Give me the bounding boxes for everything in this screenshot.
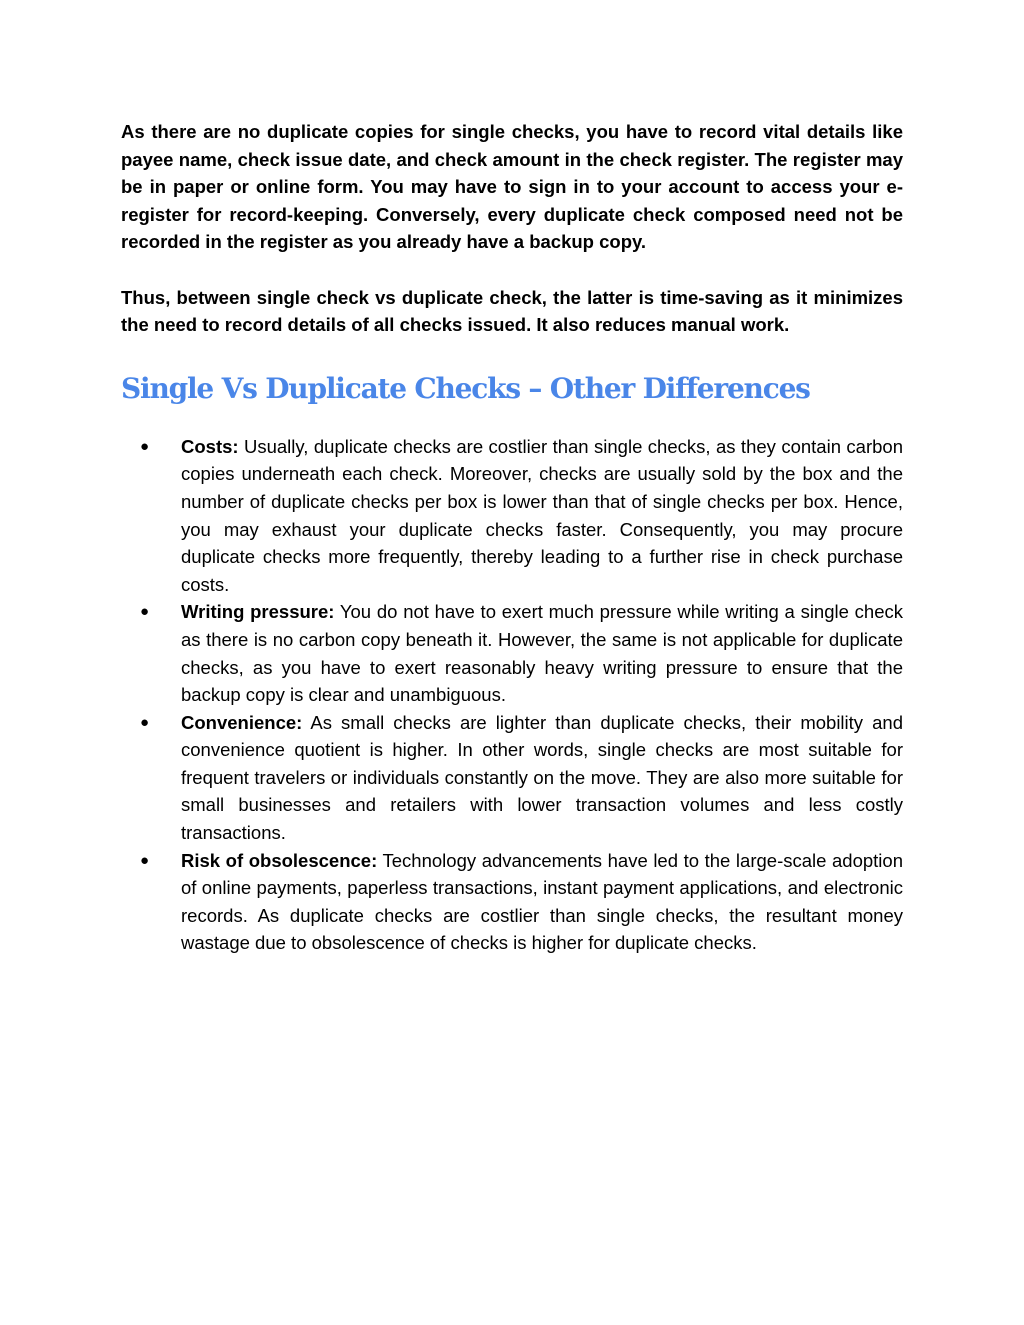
bullet-icon: ● [140, 851, 150, 869]
list-item-writing-pressure [121, 598, 903, 708]
section-heading: Single Vs Duplicate Checks – Other Differences [121, 371, 810, 405]
bullet-text: Usually, duplicate checks are costlier than single checks, as they contain carbon copies underneath each check. Moreover, checks are usually sold by the box and the number of duplicate checks per box is lower than that of single checks per box. Hence, you may exhaust your duplicate checks faster. Consequently, you may procure duplicate checks more frequently, thereby leading to a further rise in check purchase costs. [181, 435, 903, 595]
document-page [121, 118, 903, 957]
bullet-icon: ● [140, 603, 150, 621]
list-item-convenience [121, 709, 903, 847]
differences-list [121, 433, 903, 957]
bullet-term: Risk of obsolescence: [181, 849, 378, 871]
bullet-icon: ● [140, 437, 150, 455]
bullet-term: Writing pressure: [181, 601, 335, 623]
list-item-costs [121, 433, 903, 599]
bullet-term: Convenience: [181, 711, 303, 733]
bullet-text: You do not have to exert much pressure while writing a single check as there is no carbon copy beneath it. However, the same is not applicable for duplicate checks, as you have to exert reasonably heavy writing pressure to ensure that the backup copy is clear and unambiguous. [181, 601, 903, 706]
bullet-text: Technology advancements have led to the large-scale adoption of online payments, paperless transactions, instant payment applications, and electronic records. As duplicate checks are costlier than single checks, the resultant money wastage due to obsolescence of checks is higher for duplicate checks. [181, 849, 903, 954]
bullet-icon: ● [140, 713, 150, 731]
bullet-term: Costs: [181, 435, 239, 457]
list-item-risk-of-obsolescence [121, 847, 903, 957]
intro-paragraph-time-saving: Thus, between single check vs duplicate check, the latter is time-saving as it minimizes the need to record details of all checks issued. It also reduces manual work. [121, 286, 903, 336]
bullet-text: As small checks are lighter than duplicate checks, their mobility and convenience quotient is higher. In other words, single checks are most suitable for frequent travelers or individuals constantly on the move. They are also more suitable for small businesses and retailers with lower transaction volumes and less costly transactions. [181, 711, 903, 844]
intro-paragraph-single-checks: As there are no duplicate copies for single checks, you have to record vital details like payee name, check issue date, and check amount in the check register. The register may be in paper or online form. You may have to sign in to your account to access your e-register for record-keeping. Conversely, every duplicate check composed need not be recorded in the register as you already have a backup copy. [121, 121, 903, 253]
